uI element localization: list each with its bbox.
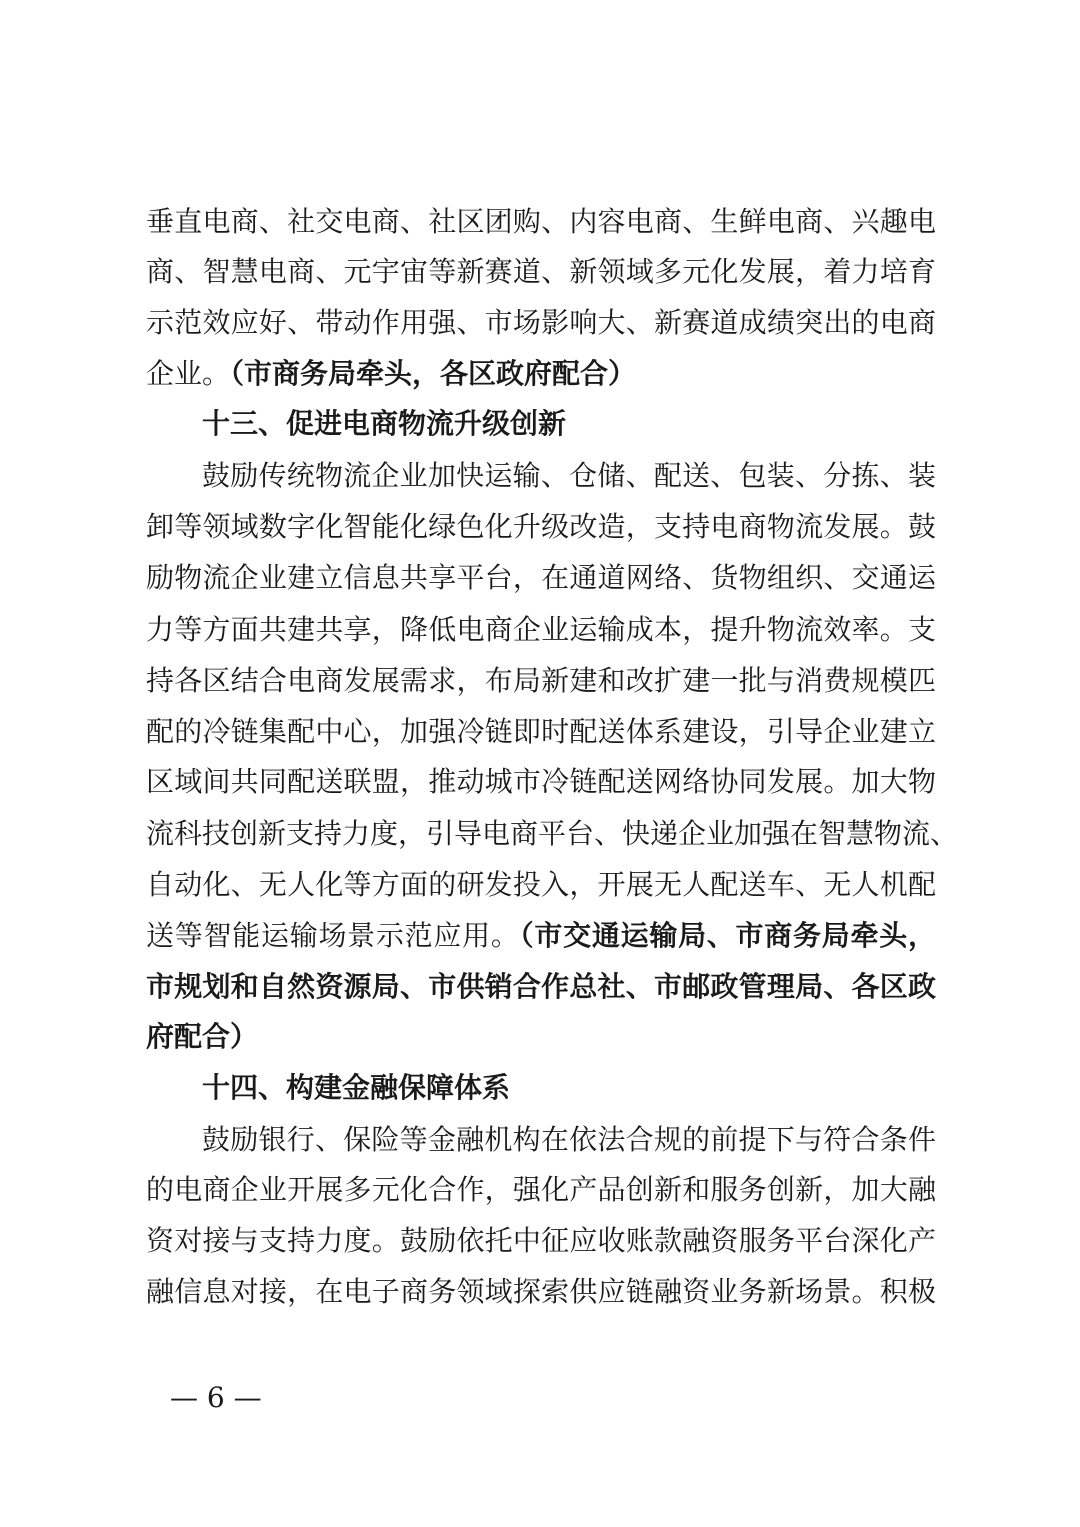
responsible-agencies-text: （市交通运输局、市商务局牵头，: [519, 919, 936, 952]
text-line: [202, 1122, 936, 1158]
line-text: 鼓励银行、保险等金融机构在依法合规的前提下与符合条件: [202, 1123, 936, 1156]
line-text: 持各区结合电商发展需求，布局新建和改扩建一批与消费规模匹: [146, 664, 936, 697]
text-line: [202, 458, 936, 494]
line-text: 的电商企业开展多元化合作，强化产品创新和服务创新，加大融: [146, 1173, 936, 1206]
text-line: [146, 254, 936, 290]
line-text: 力等方面共建共享，降低电商企业运输成本，提升物流效率。支: [146, 613, 936, 646]
line-text: 十四、构建金融保障体系: [202, 1071, 511, 1104]
text-line: [146, 1019, 936, 1055]
text-line: [146, 764, 936, 800]
line-text: 示范效应好、带动作用强、市场影响大、新赛道成绩突出的电商: [146, 306, 936, 339]
line-text: 资对接与支持力度。鼓励依托中征应收账款融资服务平台深化产: [146, 1224, 936, 1257]
line-text: 鼓励传统物流企业加快运输、仓储、配送、包装、分拣、装: [202, 459, 936, 492]
line-text: 励物流企业建立信息共享平台，在通道网络、货物组织、交通运: [146, 561, 936, 594]
text-line: [146, 1274, 936, 1310]
text-line: [146, 509, 936, 545]
text-line: [146, 969, 936, 1005]
text-line: [146, 867, 936, 903]
line-text: 流科技创新支持力度，引导电商平台、快递企业加强在智慧物流、: [146, 817, 959, 850]
text-line: [146, 663, 936, 699]
line-text: 企业。: [146, 357, 231, 390]
text-line: [146, 714, 936, 750]
line-text: 送等智能运输场景示范应用。: [146, 919, 520, 952]
line-text: 自动化、无人化等方面的研发投入，开展无人配送车、无人机配: [146, 868, 936, 901]
text-line: [146, 612, 936, 648]
line-text: 垂直电商、社交电商、社区团购、内容电商、生鲜电商、兴趣电: [146, 205, 936, 238]
text-line: [146, 816, 959, 852]
page-number: — 6 —: [170, 1381, 262, 1414]
section-heading: [202, 1070, 936, 1106]
text-line: [146, 356, 936, 392]
line-text: 十三、促进电商物流升级创新: [202, 407, 567, 440]
text-line: [146, 305, 936, 341]
text-line: [146, 560, 936, 596]
text-line: [146, 204, 936, 240]
line-text: 区域间共同配送联盟，推动城市冷链配送网络协同发展。加大物: [146, 765, 936, 798]
line-text: 商、智慧电商、元宇宙等新赛道、新领域多元化发展，着力培育: [146, 255, 936, 288]
line-text: 融信息对接，在电子商务领域探索供应链融资业务新场景。积极: [146, 1275, 936, 1308]
line-text: 配的冷链集配中心，加强冷链即时配送体系建设，引导企业建立: [146, 715, 936, 748]
responsible-agencies-text: （市商务局牵头，各区政府配合）: [230, 357, 637, 390]
responsible-agencies-text: 市规划和自然资源局、市供销合作总社、市邮政管理局、各区政: [146, 970, 936, 1003]
section-heading: [202, 406, 936, 442]
text-line: [146, 1172, 936, 1208]
responsible-agencies-text: 府配合）: [146, 1020, 259, 1053]
line-text: 卸等领域数字化智能化绿色化升级改造，支持电商物流发展。鼓: [146, 510, 936, 543]
text-line: [146, 918, 936, 954]
text-line: [146, 1223, 936, 1259]
